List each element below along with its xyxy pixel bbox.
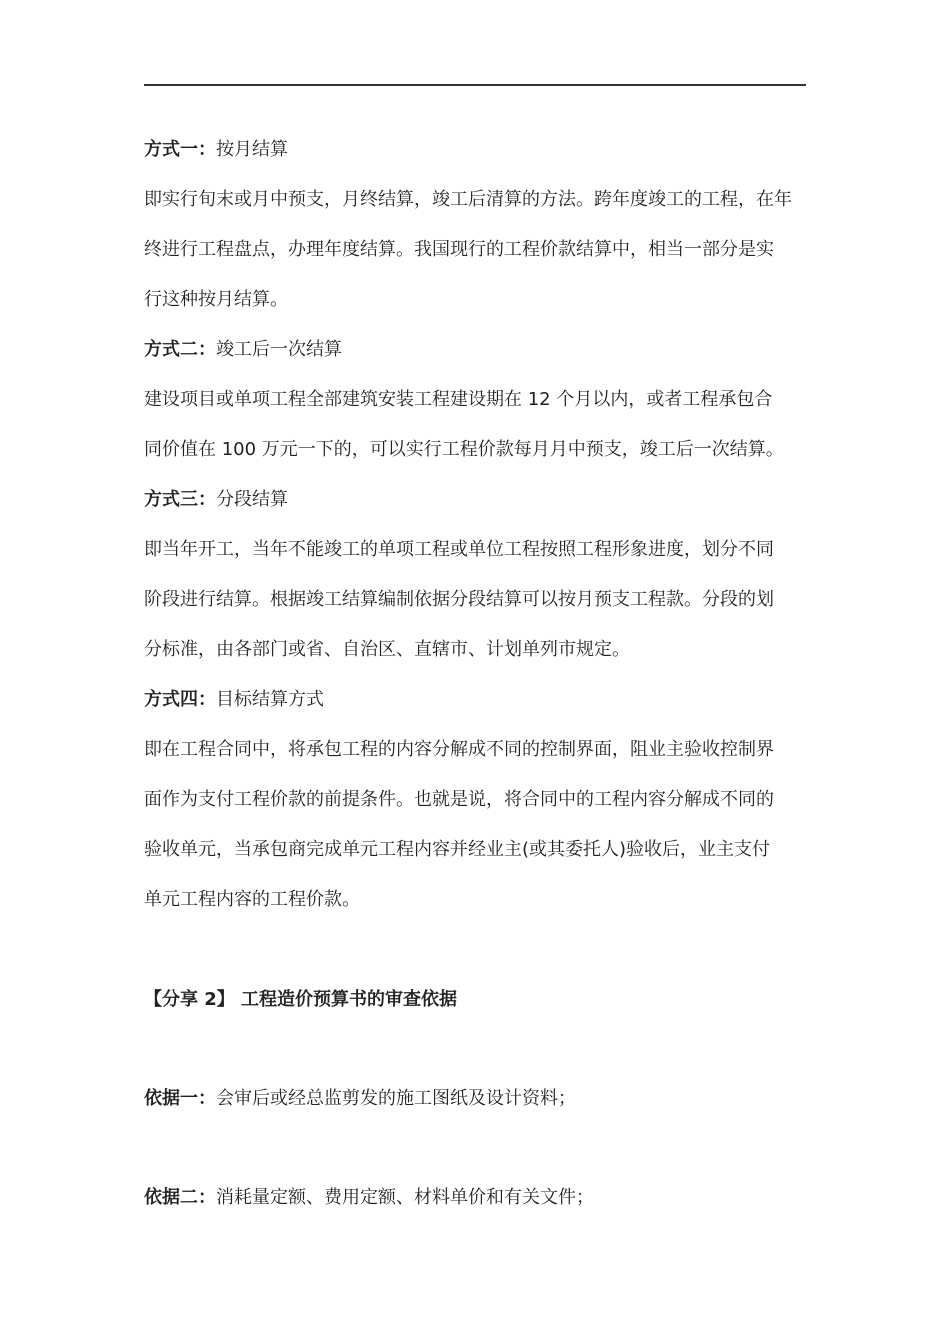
method-3-title: 分段结算 [216, 489, 288, 510]
basis-1-text: 会审后或经总监剪发的施工图纸及设计资料； [216, 1088, 576, 1109]
method-2-line-1: 建设项目或单项工程全部建筑安装工程建设期在 12 个月以内，或者工程承包合 [144, 389, 773, 410]
method-1-label: 方式一： [144, 139, 216, 160]
section-2-title: 【分享 2】 工程造价预算书的审查依据 [144, 989, 458, 1010]
method-2-title: 竣工后一次结算 [216, 339, 342, 360]
method-1-title: 按月结算 [216, 139, 288, 160]
basis-2-label: 依据二： [144, 1187, 216, 1208]
method-4-line-1: 即在工程合同中，将承包工程的内容分解成不同的控制界面，阻业主验收控制界 [144, 739, 774, 760]
method-4-line-2: 面作为支付工程价款的前提条件。也就是说，将合同中的工程内容分解成不同的 [144, 789, 774, 810]
basis-2 [144, 1173, 806, 1223]
method-1-line-2: 终进行工程盘点，办理年度结算。我国现行的工程价款结算中，相当一部分是实 [144, 239, 774, 260]
method-4-title: 目标结算方式 [216, 689, 324, 710]
spacer [144, 1025, 806, 1074]
method-1-line-1: 即实行旬末或月中预支，月终结算，竣工后清算的方法。跨年度竣工的工程，在年 [144, 189, 792, 210]
method-4-label: 方式四： [144, 689, 216, 710]
method-3-line-3: 分标准，由各部门或省、自治区、直辖市、计划单列市规定。 [144, 639, 630, 660]
basis-1-label: 依据一： [144, 1088, 216, 1109]
method-4-line-3: 验收单元，当承包商完成单元工程内容并经业主(或其委托人)验收后，业主支付 [144, 839, 771, 860]
method-3-line-2: 阶段进行结算。根据竣工结算编制依据分段结算可以按月预支工程款。分段的划 [144, 589, 774, 610]
method-4-heading [144, 675, 806, 725]
method-2-heading [144, 325, 806, 375]
method-3-heading [144, 475, 806, 525]
method-2-line-2: 同价值在 100 万元一下的，可以实行工程价款每月月中预支，竣工后一次结算。 [144, 439, 784, 460]
method-3-line-1: 即当年开工，当年不能竣工的单项工程或单位工程按照工程形象进度，划分不同 [144, 539, 774, 560]
document-body [144, 125, 806, 1223]
method-1-heading [144, 125, 806, 175]
method-1-line-3: 行这种按月结算。 [144, 289, 288, 310]
basis-1 [144, 1074, 806, 1124]
method-3-label: 方式三： [144, 489, 216, 510]
spacer [144, 1124, 806, 1173]
method-4-line-4: 单元工程内容的工程价款。 [144, 889, 360, 910]
top-divider [144, 84, 806, 86]
basis-2-text: 消耗量定额、费用定额、材料单价和有关文件； [216, 1187, 594, 1208]
method-2-label: 方式二： [144, 339, 216, 360]
spacer [144, 925, 806, 975]
